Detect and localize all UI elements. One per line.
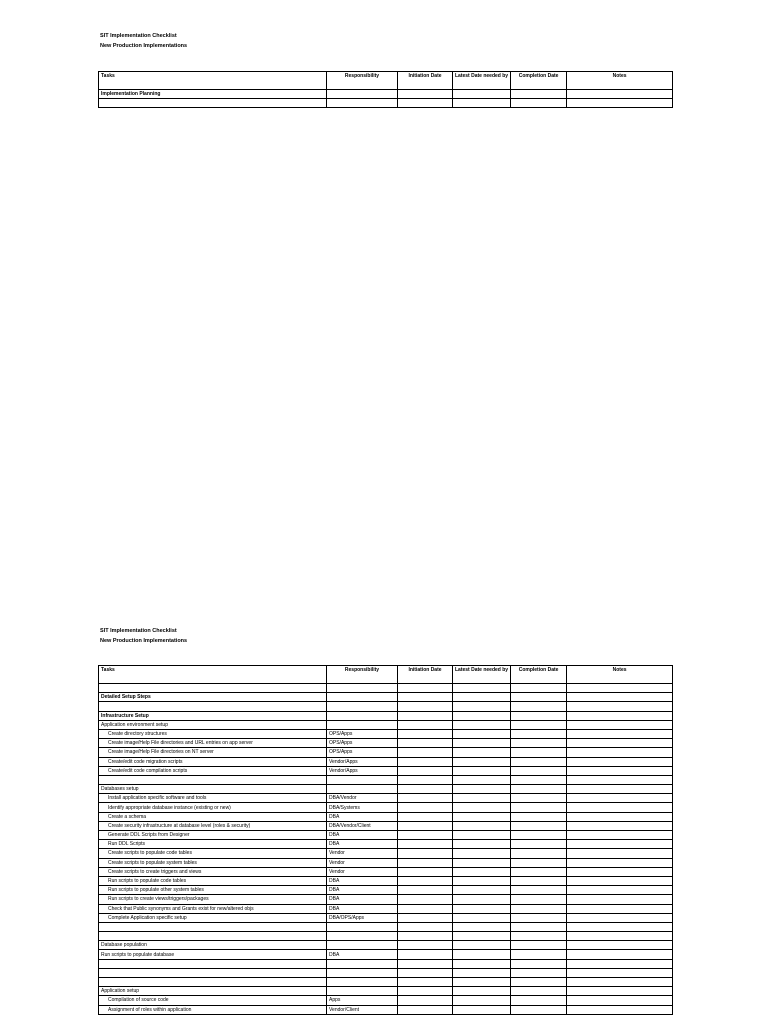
task-cell (99, 932, 327, 941)
completion-date-cell (511, 858, 567, 867)
table-row (99, 987, 673, 996)
notes-header: Notes (567, 72, 673, 90)
task-cell: Create/edit code migration scripts (99, 757, 327, 766)
table-row (99, 1005, 673, 1014)
latest-date-cell (453, 748, 511, 757)
completion-date-cell (511, 720, 567, 729)
latest-date-cell (453, 904, 511, 913)
latest-date-cell (453, 785, 511, 794)
latest-date-cell (453, 693, 511, 702)
table-row (99, 821, 673, 830)
task-cell: Create scripts to populate code tables (99, 849, 327, 858)
responsibility-cell: DBA/Systems (327, 803, 398, 812)
completion-date-cell (511, 1005, 567, 1014)
completion-date-cell (511, 90, 567, 99)
latest-date-cell (453, 99, 511, 108)
notes-cell (567, 803, 673, 812)
responsibility-cell: DBA/Vendor/Client (327, 821, 398, 830)
responsibility-cell (327, 775, 398, 784)
responsibility-cell: Vendor/Client (327, 1005, 398, 1014)
responsibility-cell (327, 987, 398, 996)
completion-date-cell (511, 739, 567, 748)
task-cell: Create image/Help File directories on NT server (99, 748, 327, 757)
initiation-date-cell (398, 766, 453, 775)
completion-date-cell (511, 996, 567, 1005)
latest-date-cell (453, 913, 511, 922)
completion-date-cell (511, 849, 567, 858)
responsibility-cell: DBA (327, 840, 398, 849)
initiation-date-cell (398, 867, 453, 876)
page2-header (100, 626, 187, 646)
latest-date-cell (453, 922, 511, 931)
responsibility-cell: DBA (327, 812, 398, 821)
responsibility-cell (327, 932, 398, 941)
initiation-date-cell (398, 831, 453, 840)
notes-cell (567, 996, 673, 1005)
task-cell: Application environment setup (99, 720, 327, 729)
latest-date-cell (453, 987, 511, 996)
task-cell: Compilation of source code (99, 996, 327, 1005)
completion-date-cell (511, 922, 567, 931)
latest-date-cell (453, 766, 511, 775)
responsibility-cell (327, 968, 398, 977)
task-cell: Create/edit code compilation scripts (99, 766, 327, 775)
notes-cell (567, 858, 673, 867)
task-cell: Create a schema (99, 812, 327, 821)
task-cell: Create scripts to create triggers and views (99, 867, 327, 876)
initiation-date-cell (398, 729, 453, 738)
initiation-date-cell (398, 941, 453, 950)
initiation-date-cell (398, 904, 453, 913)
notes-cell (567, 821, 673, 830)
table-row (99, 876, 673, 885)
task-cell: Create scripts to populate system tables (99, 858, 327, 867)
responsibility-cell: DBA (327, 886, 398, 895)
table-row (99, 803, 673, 812)
notes-cell (567, 711, 673, 720)
responsibility-cell: DBA (327, 831, 398, 840)
latest-date-header: Latest Date needed by (453, 666, 511, 684)
initiation-date-cell (398, 684, 453, 693)
initiation-date-cell (398, 858, 453, 867)
task-cell: Infrastructure Setup (99, 711, 327, 720)
completion-date-cell (511, 876, 567, 885)
task-cell: Generate DDL Scripts from Designer (99, 831, 327, 840)
initiation-date-cell (398, 803, 453, 812)
latest-date-cell (453, 711, 511, 720)
table-row (99, 867, 673, 876)
latest-date-cell (453, 950, 511, 959)
notes-cell (567, 99, 673, 108)
latest-date-cell (453, 831, 511, 840)
table-row (99, 840, 673, 849)
notes-cell (567, 840, 673, 849)
notes-cell (567, 693, 673, 702)
responsibility-cell: OPS/Apps (327, 748, 398, 757)
notes-header: Notes (567, 666, 673, 684)
responsibility-cell (327, 90, 398, 99)
completion-date-cell (511, 748, 567, 757)
task-cell: Run DDL Scripts (99, 840, 327, 849)
completion-date-cell (511, 968, 567, 977)
initiation-date-cell (398, 90, 453, 99)
table-row (99, 99, 673, 108)
task-cell: Run scripts to create views/triggers/packages (99, 895, 327, 904)
latest-date-cell (453, 729, 511, 738)
notes-cell (567, 775, 673, 784)
tasks-header: Tasks (99, 666, 327, 684)
latest-date-cell (453, 876, 511, 885)
latest-date-cell (453, 978, 511, 987)
page2-title: SIT Implementation Checklist (100, 628, 177, 634)
initiation-date-cell (398, 959, 453, 968)
notes-cell (567, 941, 673, 950)
initiation-date-cell (398, 968, 453, 977)
notes-cell (567, 684, 673, 693)
notes-cell (567, 932, 673, 941)
initiation-date-cell (398, 794, 453, 803)
notes-cell (567, 757, 673, 766)
completion-date-cell (511, 684, 567, 693)
completion-date-cell (511, 950, 567, 959)
table-row (99, 895, 673, 904)
notes-cell (567, 729, 673, 738)
completion-date-cell (511, 941, 567, 950)
notes-cell (567, 886, 673, 895)
table-row (99, 794, 673, 803)
notes-cell (567, 702, 673, 711)
task-cell: Install application specific software and tools (99, 794, 327, 803)
table-row (99, 785, 673, 794)
responsibility-cell: DBA (327, 876, 398, 885)
initiation-date-cell (398, 913, 453, 922)
task-cell: Check that Public synonyms and Grants exist for new/altered objs (99, 904, 327, 913)
initiation-date-cell (398, 739, 453, 748)
task-cell: Create image/Help File directories and URL entries on app server (99, 739, 327, 748)
latest-date-cell (453, 702, 511, 711)
latest-date-cell (453, 803, 511, 812)
responsibility-header: Responsibility (327, 72, 398, 90)
page1-header (100, 31, 187, 51)
initiation-date-header: Initiation Date (398, 72, 453, 90)
header-row (99, 72, 673, 90)
latest-date-cell (453, 941, 511, 950)
responsibility-cell: DBA (327, 904, 398, 913)
responsibility-cell: DBA (327, 950, 398, 959)
notes-cell (567, 748, 673, 757)
completion-date-cell (511, 895, 567, 904)
table-row (99, 932, 673, 941)
page1-checklist-table (98, 71, 673, 108)
responsibility-cell (327, 978, 398, 987)
notes-cell (567, 849, 673, 858)
notes-cell (567, 978, 673, 987)
notes-cell (567, 867, 673, 876)
completion-date-cell (511, 987, 567, 996)
table-row (99, 996, 673, 1005)
task-cell: Detailed Setup Steps (99, 693, 327, 702)
table-row (99, 775, 673, 784)
responsibility-cell: Vendor (327, 858, 398, 867)
initiation-date-cell (398, 849, 453, 858)
completion-date-cell (511, 775, 567, 784)
notes-cell (567, 895, 673, 904)
task-cell: Complete Application specific setup (99, 913, 327, 922)
page2-subtitle: New Production Implementations (100, 638, 188, 644)
completion-date-cell (511, 794, 567, 803)
latest-date-cell (453, 812, 511, 821)
initiation-date-cell (398, 693, 453, 702)
task-cell: Create security infrastructure at database level (roles & security) (99, 821, 327, 830)
latest-date-cell (453, 932, 511, 941)
initiation-date-cell (398, 775, 453, 784)
completion-date-cell (511, 711, 567, 720)
completion-date-cell (511, 812, 567, 821)
latest-date-cell (453, 684, 511, 693)
completion-date-cell (511, 904, 567, 913)
latest-date-cell (453, 840, 511, 849)
task-cell (99, 959, 327, 968)
task-cell: Run scripts to populate code tables (99, 876, 327, 885)
task-cell (99, 684, 327, 693)
latest-date-cell (453, 996, 511, 1005)
completion-date-cell (511, 729, 567, 738)
table-row (99, 913, 673, 922)
task-cell (99, 702, 327, 711)
latest-date-cell (453, 1005, 511, 1014)
table-row (99, 702, 673, 711)
table-row (99, 959, 673, 968)
task-cell (99, 978, 327, 987)
notes-cell (567, 831, 673, 840)
responsibility-cell: Vendor/Apps (327, 757, 398, 766)
initiation-date-cell (398, 99, 453, 108)
completion-date-header: Completion Date (511, 72, 567, 90)
responsibility-cell (327, 959, 398, 968)
table-row (99, 831, 673, 840)
task-cell (99, 968, 327, 977)
responsibility-cell (327, 684, 398, 693)
task-cell: Database population (99, 941, 327, 950)
completion-date-cell (511, 702, 567, 711)
notes-cell (567, 766, 673, 775)
initiation-date-cell (398, 950, 453, 959)
completion-date-header: Completion Date (511, 666, 567, 684)
responsibility-cell: DBA/OPS/Apps (327, 913, 398, 922)
responsibility-cell (327, 693, 398, 702)
notes-cell (567, 876, 673, 885)
responsibility-cell (327, 941, 398, 950)
table-row (99, 729, 673, 738)
completion-date-cell (511, 99, 567, 108)
completion-date-cell (511, 693, 567, 702)
completion-date-cell (511, 886, 567, 895)
initiation-date-cell (398, 895, 453, 904)
responsibility-cell: DBA (327, 895, 398, 904)
task-cell: Databases setup (99, 785, 327, 794)
completion-date-cell (511, 959, 567, 968)
completion-date-cell (511, 831, 567, 840)
table-row (99, 720, 673, 729)
table-row (99, 693, 673, 702)
table-row (99, 684, 673, 693)
task-cell (99, 775, 327, 784)
table-row (99, 886, 673, 895)
notes-cell (567, 950, 673, 959)
latest-date-cell (453, 867, 511, 876)
initiation-date-cell (398, 840, 453, 849)
task-cell: Create directory structures (99, 729, 327, 738)
completion-date-cell (511, 840, 567, 849)
completion-date-cell (511, 867, 567, 876)
completion-date-cell (511, 766, 567, 775)
responsibility-cell (327, 720, 398, 729)
notes-cell (567, 968, 673, 977)
initiation-date-cell (398, 876, 453, 885)
responsibility-cell: Apps (327, 996, 398, 1005)
table-row (99, 739, 673, 748)
latest-date-header: Latest Date needed by (453, 72, 511, 90)
initiation-date-cell (398, 996, 453, 1005)
responsibility-cell (327, 711, 398, 720)
initiation-date-cell (398, 711, 453, 720)
notes-cell (567, 904, 673, 913)
notes-cell (567, 90, 673, 99)
table-row (99, 858, 673, 867)
table-row (99, 748, 673, 757)
notes-cell (567, 785, 673, 794)
latest-date-cell (453, 775, 511, 784)
latest-date-cell (453, 849, 511, 858)
responsibility-cell (327, 702, 398, 711)
table-row (99, 766, 673, 775)
initiation-date-cell (398, 978, 453, 987)
table-row (99, 812, 673, 821)
latest-date-cell (453, 858, 511, 867)
task-cell: Identify appropriate database instance (existing or new) (99, 803, 327, 812)
tasks-header: Tasks (99, 72, 327, 90)
latest-date-cell (453, 959, 511, 968)
page2-checklist-table (98, 665, 673, 1015)
latest-date-cell (453, 720, 511, 729)
initiation-date-cell (398, 932, 453, 941)
completion-date-cell (511, 785, 567, 794)
table-row (99, 90, 673, 99)
table-row (99, 904, 673, 913)
responsibility-cell: OPS/Apps (327, 739, 398, 748)
task-cell (99, 99, 327, 108)
initiation-date-cell (398, 757, 453, 766)
notes-cell (567, 922, 673, 931)
responsibility-cell: Vendor (327, 867, 398, 876)
table-row (99, 968, 673, 977)
latest-date-cell (453, 90, 511, 99)
table-row (99, 950, 673, 959)
page1-title: SIT Implementation Checklist (100, 33, 177, 39)
completion-date-cell (511, 932, 567, 941)
task-cell: Run scripts to populate other system tables (99, 886, 327, 895)
latest-date-cell (453, 794, 511, 803)
initiation-date-cell (398, 785, 453, 794)
table-row (99, 849, 673, 858)
responsibility-cell: Vendor/Apps (327, 766, 398, 775)
responsibility-cell: Vendor (327, 849, 398, 858)
initiation-date-cell (398, 886, 453, 895)
notes-cell (567, 794, 673, 803)
notes-cell (567, 987, 673, 996)
completion-date-cell (511, 913, 567, 922)
task-cell: Application setup (99, 987, 327, 996)
task-cell: Implementation Planning (99, 90, 327, 99)
latest-date-cell (453, 757, 511, 766)
header-row (99, 666, 673, 684)
notes-cell (567, 959, 673, 968)
responsibility-cell (327, 785, 398, 794)
completion-date-cell (511, 757, 567, 766)
latest-date-cell (453, 895, 511, 904)
table-row (99, 757, 673, 766)
initiation-date-cell (398, 1005, 453, 1014)
initiation-date-cell (398, 812, 453, 821)
completion-date-cell (511, 821, 567, 830)
notes-cell (567, 739, 673, 748)
task-cell: Assignment of roles within application (99, 1005, 327, 1014)
table-row (99, 711, 673, 720)
latest-date-cell (453, 739, 511, 748)
completion-date-cell (511, 978, 567, 987)
initiation-date-cell (398, 702, 453, 711)
responsibility-cell (327, 99, 398, 108)
initiation-date-cell (398, 987, 453, 996)
table-row (99, 941, 673, 950)
responsibility-header: Responsibility (327, 666, 398, 684)
notes-cell (567, 1005, 673, 1014)
notes-cell (567, 720, 673, 729)
notes-cell (567, 913, 673, 922)
initiation-date-cell (398, 720, 453, 729)
latest-date-cell (453, 968, 511, 977)
task-cell: Run scripts to populate database (99, 950, 327, 959)
page1-subtitle: New Production Implementations (100, 43, 188, 49)
responsibility-cell: OPS/Apps (327, 729, 398, 738)
initiation-date-header: Initiation Date (398, 666, 453, 684)
initiation-date-cell (398, 922, 453, 931)
latest-date-cell (453, 886, 511, 895)
task-cell (99, 922, 327, 931)
notes-cell (567, 812, 673, 821)
initiation-date-cell (398, 821, 453, 830)
responsibility-cell: DBA/Vendor (327, 794, 398, 803)
completion-date-cell (511, 803, 567, 812)
latest-date-cell (453, 821, 511, 830)
table-row (99, 922, 673, 931)
table-row (99, 978, 673, 987)
initiation-date-cell (398, 748, 453, 757)
responsibility-cell (327, 922, 398, 931)
